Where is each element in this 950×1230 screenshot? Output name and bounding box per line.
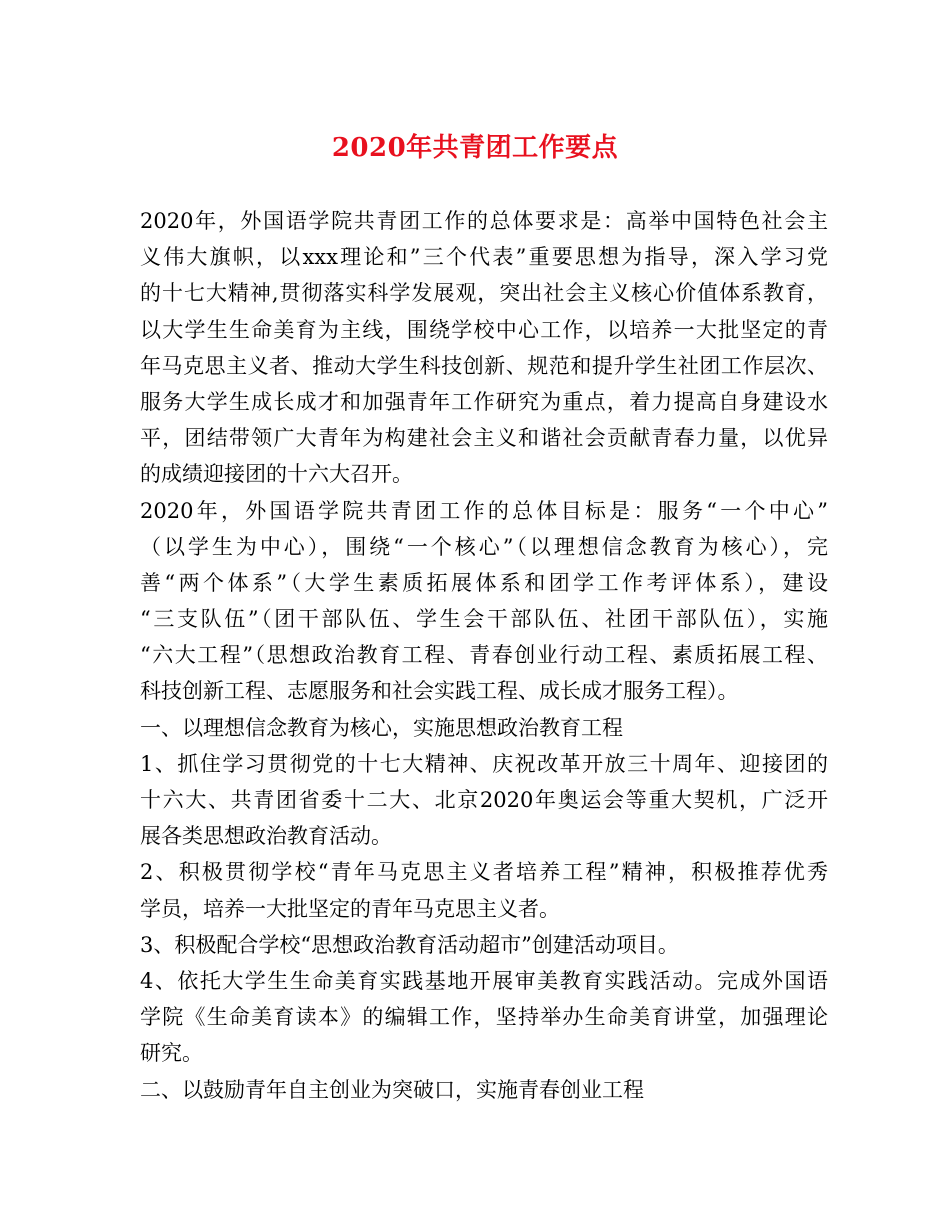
body-line: 2020年，外国语学院共青团工作的总体要求是：高举中国特色社会主	[140, 209, 828, 233]
document-body	[140, 203, 828, 1108]
document-title: 2020年共青团工作要点	[331, 133, 619, 163]
body-line: 2020年，外国语学院共青团工作的总体目标是：服务“一个中心”	[140, 498, 828, 523]
body-line: 展各类思想政治教育活动。	[140, 824, 392, 849]
body-line: 学院《生命美育读本》的编辑工作，坚持举办生命美育讲堂，加强理论	[140, 1005, 828, 1030]
body-line: 服务大学生成长成才和加强青年工作研究为重点，着力提高自身建设水	[140, 389, 828, 414]
body-line: 3、积极配合学校“思想政治教育活动超市”创建活动项目。	[140, 932, 679, 957]
body-line: 2、积极贯彻学校“青年马克思主义者培养工程”精神，积极推荐优秀	[140, 860, 828, 885]
section-heading: 二、以鼓励青年自主创业为突破口，实施青春创业工程	[140, 1077, 644, 1102]
body-line: 十六大、共青团省委十二大、北京2020年奥运会等重大契机，广泛开	[140, 788, 828, 812]
body-line: 以大学生生命美育为主线，围绕学校中心工作，以培养一大批坚定的青	[140, 317, 828, 342]
body-line: 研究。	[140, 1041, 203, 1066]
body-line: “三支队伍”（团干部队伍、学生会干部队伍、社团干部队伍），实施	[140, 607, 828, 632]
body-line: 义伟大旗帜，以xxx理论和”三个代表”重要思想为指导，深入学习党	[140, 245, 828, 270]
body-line: 善“两个体系”（大学生素质拓展体系和团学工作考评体系），建设	[140, 570, 828, 595]
body-line: 年马克思主义者、推动大学生科技创新、规范和提升学生社团工作层次、	[140, 353, 828, 378]
body-line: 1、抓住学习贯彻党的十七大精神、庆祝改革开放三十周年、迎接团的	[140, 751, 828, 776]
body-line: 的成绩迎接团的十六大召开。	[140, 462, 413, 487]
body-line: （以学生为中心），围绕“一个核心”（以理想信念教育为核心），完	[140, 534, 828, 559]
body-line: “六大工程”（思想政治教育工程、青春创业行动工程、素质拓展工程、	[140, 643, 828, 668]
body-line: 学员，培养一大批坚定的青年马克思主义者。	[140, 896, 560, 921]
body-line: 平，团结带领广大青年为构建社会主义和谐社会贡献青春力量，以优异	[140, 426, 828, 451]
body-line: 4、依托大学生生命美育实践基地开展审美教育实践活动。完成外国语	[140, 968, 828, 993]
section-heading: 一、以理想信念教育为核心，实施思想政治教育工程	[140, 715, 623, 740]
body-line: 科技创新工程、志愿服务和社会实践工程、成长成才服务工程）。	[140, 679, 739, 704]
body-line: 的十七大精神,贯彻落实科学发展观，突出社会主义核心价值体系教育，	[140, 281, 828, 306]
